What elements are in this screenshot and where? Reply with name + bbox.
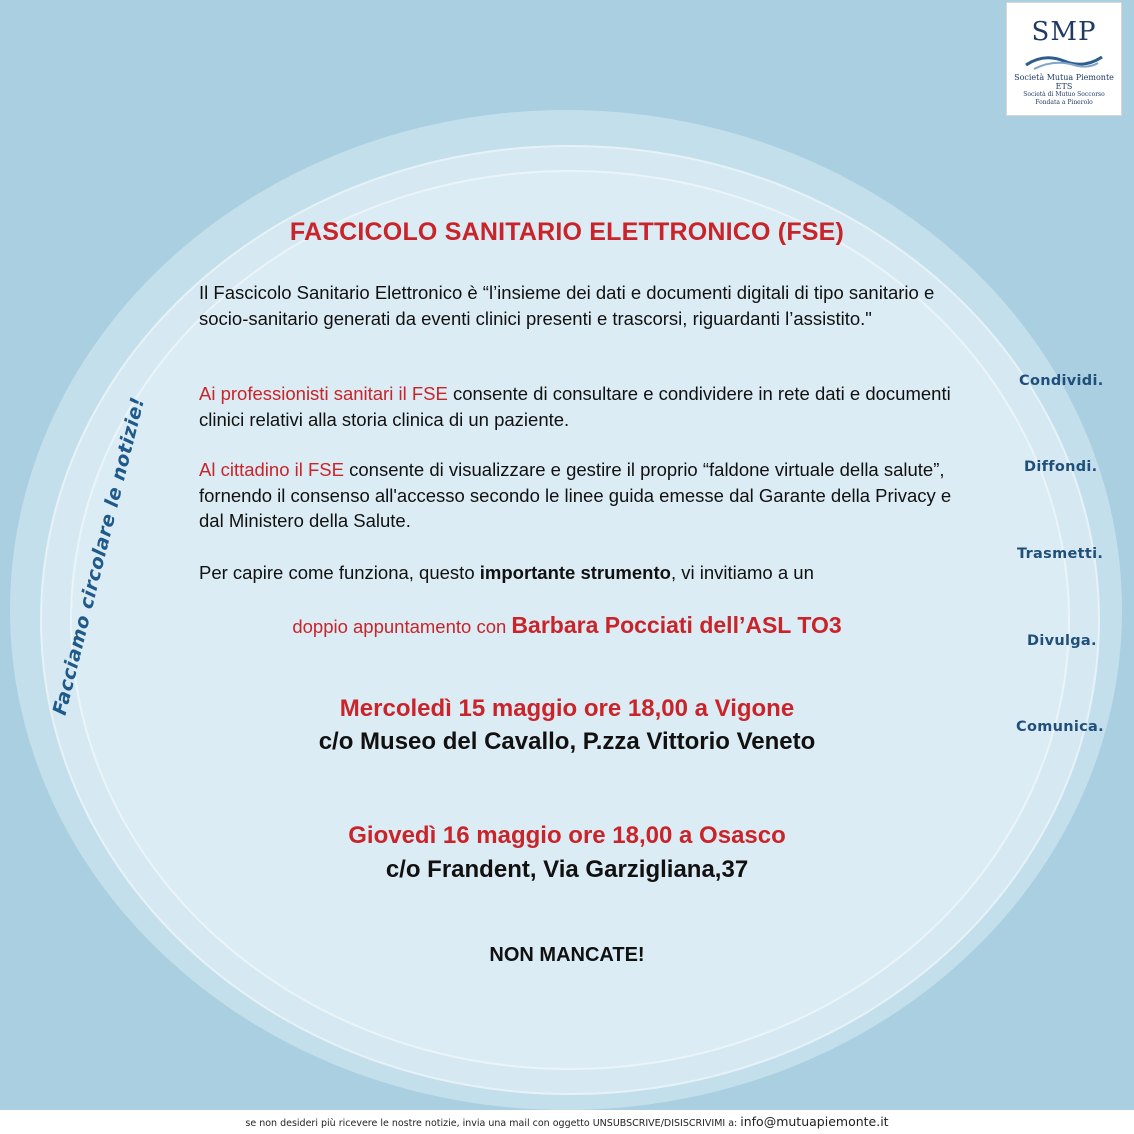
handshake-icon (1024, 49, 1104, 71)
smp-logo (1006, 2, 1122, 116)
invitation-after: , vi invitiamo a un (670, 562, 814, 583)
professionals-paragraph (199, 381, 959, 432)
page-title: FASCICOLO SANITARIO ELETTRONICO (FSE) (289, 218, 845, 246)
citizen-paragraph (199, 457, 959, 534)
logo-org-name: Società Mutua Piemonte ETS (1014, 73, 1114, 91)
appointment-line (0, 612, 1134, 639)
citizen-text: consente di visualizzare e gestire il proprio “faldone virtuale della salute”, fornendo il consenso all'accesso secondo le linee guida emesse dal Garante della Privacy e dal Ministero della Salute. (199, 459, 952, 531)
right-word-divulga: Divulga. (1027, 633, 1097, 649)
invitation-before: Per capire come funziona, questo (199, 562, 480, 583)
logo-subtitle: Società di Mutuo Soccorso (1023, 91, 1105, 98)
speaker-name: Barbara Pocciati dell’ASL TO3 (511, 612, 842, 638)
right-word-condividi: Condividi. (1019, 373, 1104, 389)
invitation-paragraph (199, 560, 959, 586)
right-word-trasmetti: Trasmetti. (1017, 546, 1104, 562)
appointment-lead: doppio appuntamento con (292, 616, 512, 637)
event-place-osasco: c/o Frandent, Via Garzigliana,37 (385, 856, 749, 883)
right-word-diffondi: Diffondi. (1024, 459, 1098, 475)
professionals-highlight: Ai professionisti sanitari il FSE (199, 383, 448, 404)
unsubscribe-footer (0, 1110, 1134, 1134)
footer-email-link[interactable]: info@mutuapiemonte.it (740, 1114, 889, 1129)
footer-text: se non desideri più ricevere le nostre notizie, invia una mail con oggetto UNSUBSCRIVE/DISISCRIVIMI a: (245, 1118, 741, 1129)
intro-paragraph: Il Fascicolo Sanitario Elettronico è “l’insieme dei dati e documenti digitali di tipo sanitario e socio-sanitario generati da eventi clinici presenti e trascorsi, riguardanti l’assistito." (199, 282, 935, 329)
side-slogan-text: Facciamo circolare le notizie! (48, 394, 150, 718)
event-date-osasco: Giovedì 16 maggio ore 18,00 a Osasco (348, 822, 786, 849)
logo-mark: SMP (1031, 17, 1097, 47)
logo-founded: Fondata a Pinerolo (1035, 99, 1093, 106)
citizen-highlight: Al cittadino il FSE (199, 459, 344, 480)
right-word-comunica: Comunica. (1016, 719, 1104, 735)
closing-call: NON MANCATE! (489, 944, 645, 966)
invitation-bold: importante strumento (479, 562, 671, 583)
event-date-vigone: Mercoledì 15 maggio ore 18,00 a Vigone (339, 695, 795, 722)
event-place-vigone: c/o Museo del Cavallo, P.zza Vittorio Veneto (318, 728, 816, 755)
professionals-text: consente di consultare e condividere in rete dati e documenti clinici relativi alla storia clinica di un paziente. (199, 383, 951, 430)
